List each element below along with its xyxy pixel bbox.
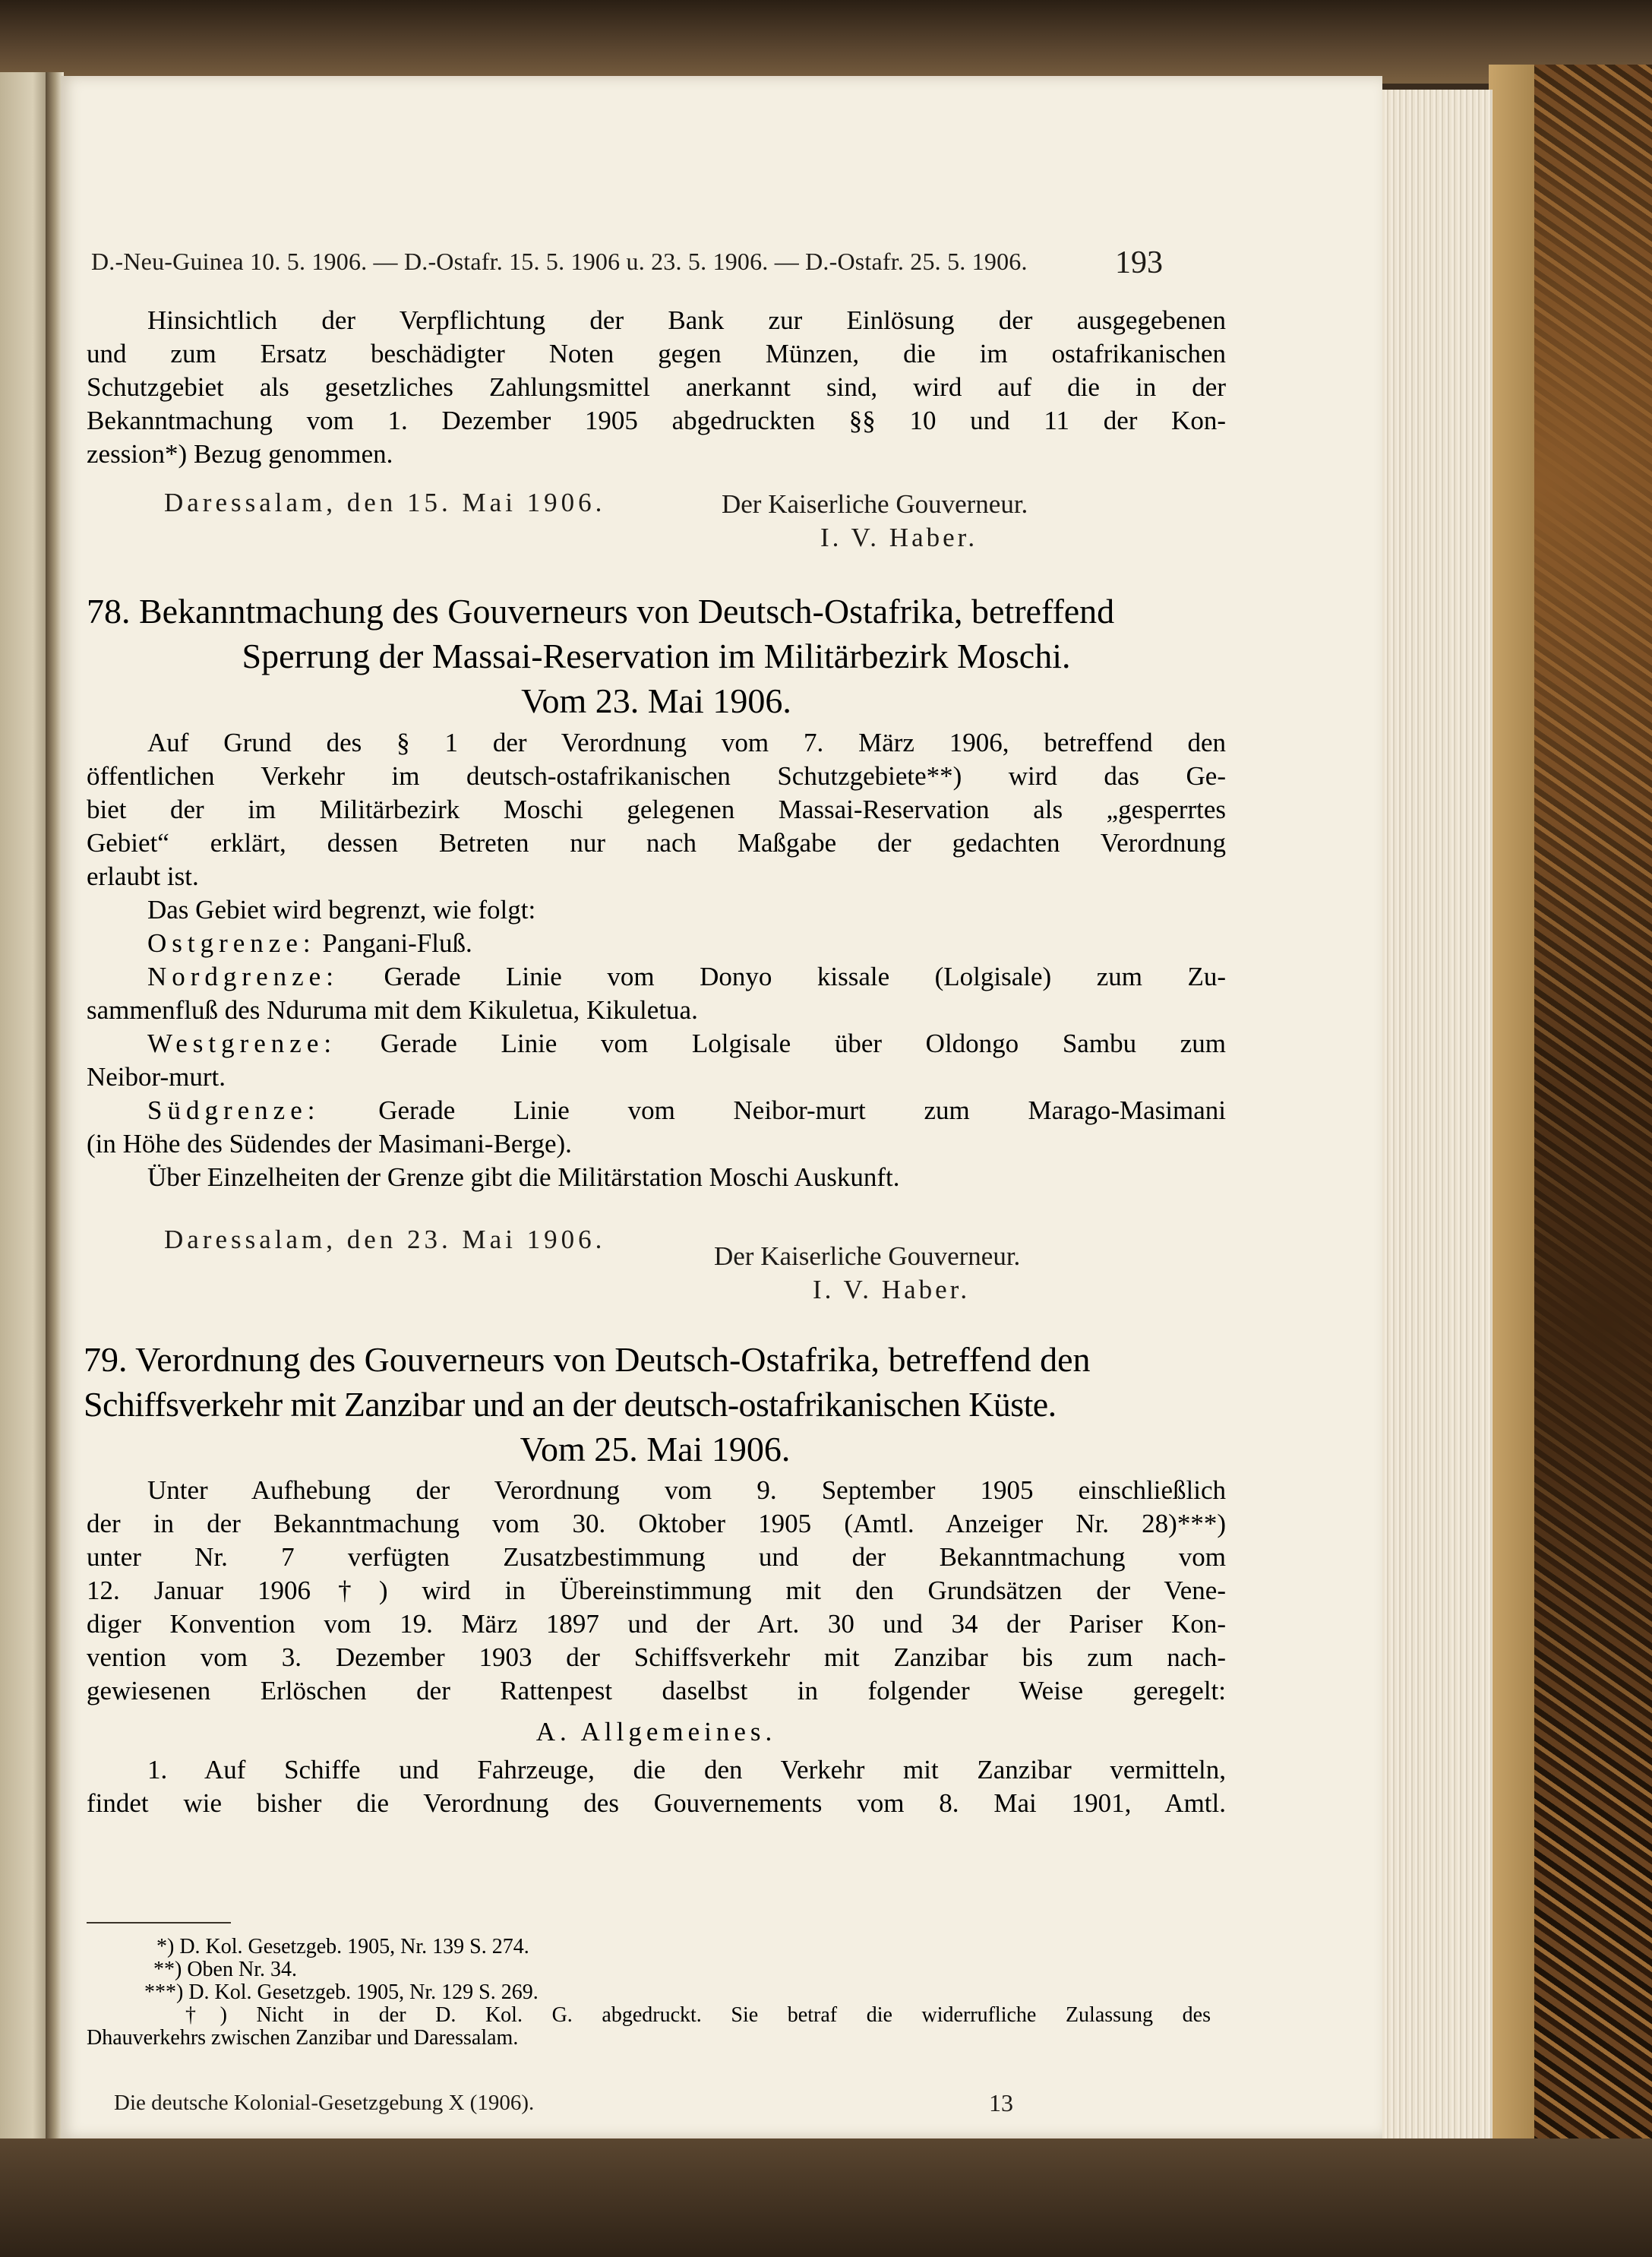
scan-background-top — [0, 0, 1652, 84]
nordgrenze-label: Nordgrenze: — [147, 962, 339, 991]
suedgrenze-label: Südgrenze: — [147, 1095, 321, 1125]
book-cover-edge — [1489, 65, 1534, 2161]
section-78-signer-title: Der Kaiserliche Gouverneur. — [714, 1241, 1021, 1271]
section-78-place-date: Daressalam, den 23. Mai 1906. — [164, 1225, 606, 1254]
footnote: Dhauverkehrs zwischen Zanzibar und Daressalam. — [87, 2026, 519, 2050]
section-78-line: Gebiet“ erklärt, dessen Betreten nur nach Maßgabe der gedachten Verordnung — [87, 828, 1226, 858]
scan-background-bottom — [0, 2138, 1652, 2257]
page-number: 193 — [1115, 245, 1163, 280]
section-79-line: gewiesenen Erlöschen der Rattenpest daselbst in folgender Weise geregelt: — [87, 1676, 1226, 1705]
section-79-line: diger Konvention vom 19. März 1897 und der Art. 30 und 34 der Pariser Kon- — [87, 1609, 1226, 1639]
intro-line: Schutzgebiet als gesetzliches Zahlungsmittel anerkannt sind, wird auf die in der — [87, 372, 1226, 402]
running-header: D.-Neu-Guinea 10. 5. 1906. — D.-Ostafr. 15. 5. 1906 u. 23. 5. 1906. — D.-Ostafr. 25. 5. 1906. — [91, 248, 1028, 275]
westgrenze-label: Westgrenze: — [147, 1029, 337, 1058]
footnote-rule — [87, 1922, 231, 1924]
section-79-title-line: Vom 25. Mai 1906. — [520, 1430, 791, 1468]
intro-line: und zum Ersatz beschädigter Noten gegen Münzen, die im ostafrikanischen — [87, 339, 1226, 368]
intro-signer-title: Der Kaiserliche Gouverneur. — [722, 489, 1028, 519]
westgrenze-line-2: Neibor-murt. — [87, 1062, 226, 1092]
section-79-line: Unter Aufhebung der Verordnung vom 9. September 1905 einschließlich — [147, 1475, 1226, 1505]
section-79-line: der in der Bekanntmachung vom 30. Oktober 1905 (Amtl. Anzeiger Nr. 28)***) — [87, 1509, 1226, 1538]
section-78-line: biet der im Militärbezirk Moschi gelegenen Massai-Reservation als „gesperrtes — [87, 795, 1226, 824]
footer-book-title: Die deutsche Kolonial-Gesetzgebung X (1906). — [114, 2091, 535, 2115]
suedgrenze-line-2: (in Höhe des Südendes der Masimani-Berge). — [87, 1129, 572, 1159]
nordgrenze-text: Gerade Linie vom Donyo kissale (Lolgisale) zum Zu- — [384, 962, 1226, 991]
nordgrenze-line-2: sammenfluß des Nduruma mit dem Kikuletua, Kikuletua. — [87, 995, 698, 1025]
section-78-line: öffentlichen Verkehr im deutsch-ostafrikanischen Schutzgebiete**) wird das Ge- — [87, 761, 1226, 791]
intro-signer-name: I. V. Haber. — [820, 523, 978, 552]
item-1-line: findet wie bisher die Verordnung des Gouvernements vom 8. Mai 1901, Amtl. — [87, 1788, 1226, 1818]
suedgrenze-line — [87, 1094, 1226, 1127]
intro-line: Hinsichtlich der Verpflichtung der Bank zur Einlösung der ausgegebenen — [147, 305, 1226, 335]
section-79-title-line: Schiffsverkehr mit Zanzibar und an der deutsch-ostafrikanischen Küste. — [84, 1385, 1057, 1424]
page-edges — [1379, 90, 1492, 2141]
footnote: **) Oben Nr. 34. — [153, 1958, 297, 1981]
section-79-line: vention vom 3. Dezember 1903 der Schiffsverkehr mit Zanzibar bis zum nach- — [87, 1642, 1226, 1672]
nordgrenze-line — [87, 960, 1226, 994]
section-79-line: 12. Januar 1906†) wird in Übereinstimmung mit den Grundsätzen der Vene- — [87, 1576, 1226, 1605]
item-1-line: 1. Auf Schiffe und Fahrzeuge, die den Verkehr mit Zanzibar vermitteln, — [147, 1755, 1226, 1784]
intro-line: zession*) Bezug genommen. — [87, 439, 393, 469]
footnote: ***) D. Kol. Gesetzgeb. 1905, Nr. 129 S. 269. — [144, 1980, 539, 2004]
intro-line: Bekanntmachung vom 1. Dezember 1905 abgedruckten §§ 10 und 11 der Kon- — [87, 406, 1226, 435]
ostgrenze-line — [87, 927, 1226, 960]
section-78-line: Auf Grund des § 1 der Verordnung vom 7. März 1906, betreffend den — [147, 728, 1226, 757]
details-line: Über Einzelheiten der Grenze gibt die Militärstation Moschi Auskunft. — [147, 1162, 900, 1192]
section-78-title-line: 78. Bekanntmachung des Gouverneurs von Deutsch-Ostafrika, betreffend — [87, 592, 1115, 631]
section-78-title — [87, 589, 1226, 723]
section-78-signer-name: I. V. Haber. — [813, 1275, 971, 1304]
book-page — [61, 76, 1382, 2138]
subheading-allgemeines: A. Allgemeines. — [535, 1717, 777, 1746]
section-79-title — [84, 1337, 1227, 1471]
westgrenze-line — [87, 1027, 1226, 1061]
section-79-paragraph — [87, 1474, 1226, 1820]
footnote: *) D. Kol. Gesetzgeb. 1905, Nr. 139 S. 274. — [156, 1935, 529, 1958]
suedgrenze-text: Gerade Linie vom Neibor-murt zum Marago-Masimani — [378, 1095, 1226, 1125]
ostgrenze-text: Pangani-Fluß. — [322, 928, 472, 958]
section-79-title-line: 79. Verordnung des Gouverneurs von Deutsch-Ostafrika, betreffend den — [84, 1340, 1091, 1379]
intro-paragraph — [87, 304, 1226, 471]
intro-place-date: Daressalam, den 15. Mai 1906. — [164, 488, 606, 517]
section-78-line: erlaubt ist. — [87, 861, 199, 891]
section-78-title-line: Sperrung der Massai-Reservation im Militärbezirk Moschi. — [242, 637, 1071, 675]
footnotes — [87, 1936, 1211, 2050]
ostgrenze-label: Ostgrenze: — [147, 928, 316, 958]
gebiet-line: Das Gebiet wird begrenzt, wie folgt: — [147, 895, 536, 925]
section-79-line: unter Nr. 7 verfügten Zusatzbestimmung und der Bekanntmachung vom — [87, 1542, 1226, 1572]
westgrenze-text: Gerade Linie vom Lolgisale über Oldongo Sambu zum — [380, 1029, 1226, 1058]
section-78-title-line: Vom 23. Mai 1906. — [521, 681, 791, 720]
footnote: †) Nicht in der D. Kol. G. abgedruckt. Sie betraf die widerrufliche Zulassung des — [185, 2003, 1211, 2027]
footer-sheet-number: 13 — [989, 2089, 1013, 2116]
section-78-paragraph — [87, 726, 1226, 1194]
